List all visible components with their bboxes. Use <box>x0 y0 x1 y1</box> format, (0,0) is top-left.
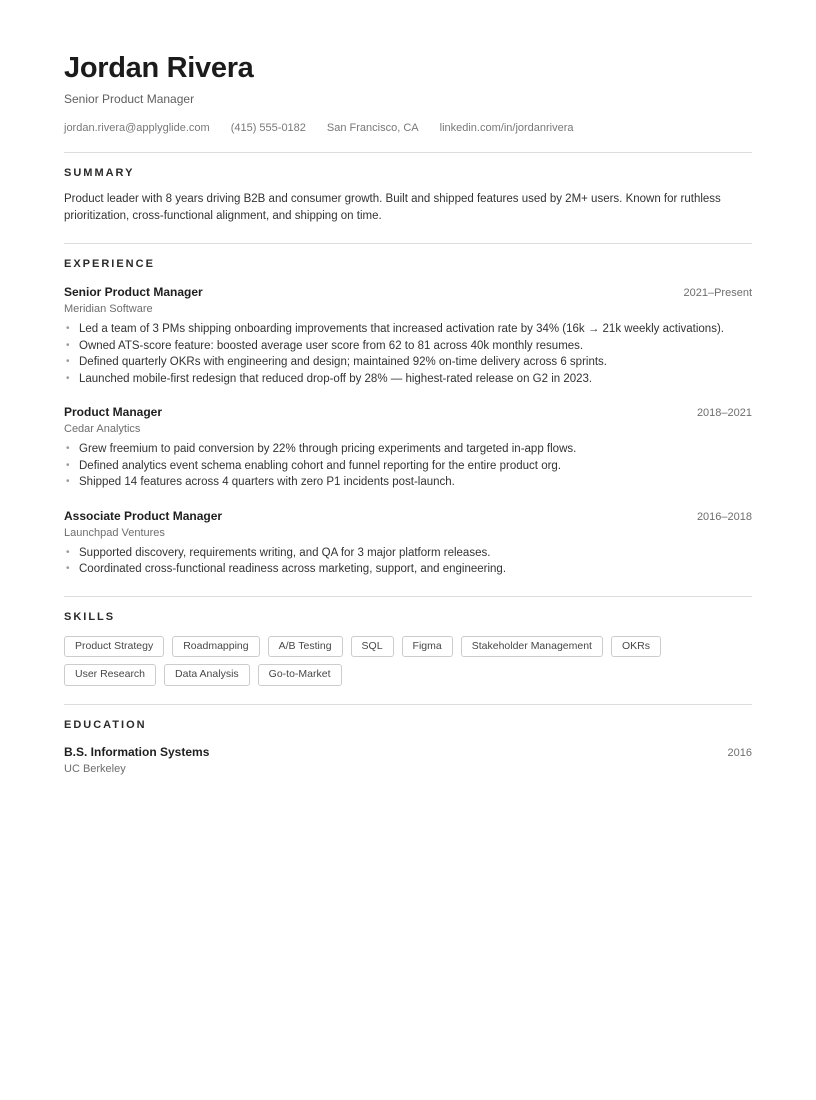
job-header <box>64 509 752 523</box>
job-company: Meridian Software <box>64 303 153 316</box>
person-name: Jordan Rivera <box>64 52 254 84</box>
school: UC Berkeley <box>64 762 126 775</box>
skill-chip: Roadmapping <box>172 636 259 658</box>
contact-item: San Francisco, CA <box>326 122 419 135</box>
job-entry <box>64 509 752 578</box>
contact-list <box>64 122 752 134</box>
job-title: Associate Product Manager <box>64 508 223 523</box>
skill-chip: User Research <box>64 664 156 686</box>
education-header <box>64 745 752 759</box>
person-title: Senior Product Manager <box>64 92 195 107</box>
job-bullets <box>64 545 752 578</box>
section-skills <box>64 596 752 704</box>
job-bullets <box>64 441 752 491</box>
job-bullet: • Led a team of 3 PMs shipping onboarding improvements that increased activation rate by 34% (16k → 21k weekly activations). <box>64 321 752 338</box>
job-bullet: • Defined quarterly OKRs with engineering and design; maintained 92% on-time delivery across 6 sprints. <box>64 354 752 371</box>
skill-chip: Data Analysis <box>164 664 250 686</box>
job-dates: 2021–Present <box>683 287 752 300</box>
contact-item: (415) 555-0182 <box>230 122 306 135</box>
job-bullets <box>64 321 752 387</box>
job-bullet: • Defined analytics event schema enabling cohort and funnel reporting for the entire product org. <box>64 458 752 475</box>
job-bullet: • Shipped 14 features across 4 quarters with zero P1 incidents post-launch. <box>64 474 752 491</box>
job-title: Senior Product Manager <box>64 285 203 300</box>
degree: B.S. Information Systems <box>64 744 210 759</box>
skill-chip: OKRs <box>611 636 661 658</box>
job-bullet: • Owned ATS-score feature: boosted average user score from 62 to 81 across 40k monthly resumes. <box>64 338 752 355</box>
skill-chip: Go-to-Market <box>258 664 342 686</box>
job-title: Product Manager <box>64 405 163 420</box>
skill-chip: A/B Testing <box>268 636 343 658</box>
job-company: Cedar Analytics <box>64 423 141 436</box>
education-heading: EDUCATION <box>64 718 147 731</box>
summary-text: Product leader with 8 years driving B2B and consumer growth. Built and shipped features used by 2M+ users. Known for ruthless prioritization, cross-functional alignment, and shipping on time. <box>64 193 721 223</box>
job-dates: 2018–2021 <box>696 407 752 420</box>
resume-header <box>64 52 752 153</box>
section-summary <box>64 153 752 243</box>
section-education <box>64 704 752 793</box>
contact-item: jordan.rivera@applyglide.com <box>64 122 210 135</box>
job-entry <box>64 285 752 387</box>
contact-item: linkedin.com/in/jordanrivera <box>439 122 574 135</box>
skill-chip: Figma <box>402 636 453 658</box>
skill-chip: Stakeholder Management <box>461 636 603 658</box>
job-header <box>64 405 752 419</box>
experience-heading: EXPERIENCE <box>64 258 155 271</box>
summary-heading: SUMMARY <box>64 167 135 180</box>
skills-list <box>64 636 752 686</box>
job-entry <box>64 405 752 491</box>
skill-chip: Product Strategy <box>64 636 164 658</box>
job-company: Launchpad Ventures <box>64 526 165 539</box>
skills-heading: SKILLS <box>64 610 116 623</box>
experience-jobs <box>64 285 752 578</box>
job-header <box>64 285 752 299</box>
education-entry <box>64 745 752 775</box>
section-experience <box>64 243 752 596</box>
job-dates: 2016–2018 <box>696 510 752 523</box>
job-bullet: • Coordinated cross-functional readiness across marketing, support, and engineering. <box>64 561 752 578</box>
skill-chip: SQL <box>351 636 394 658</box>
job-bullet: • Grew freemium to paid conversion by 22% through pricing experiments and targeted in-app flows. <box>64 441 752 458</box>
education-dates: 2016 <box>727 746 752 759</box>
job-bullet: • Supported discovery, requirements writing, and QA for 3 major platform releases. <box>64 545 752 562</box>
job-bullet: • Launched mobile-first redesign that reduced drop-off by 28% — highest-rated release on G2 in 2023. <box>64 371 752 388</box>
